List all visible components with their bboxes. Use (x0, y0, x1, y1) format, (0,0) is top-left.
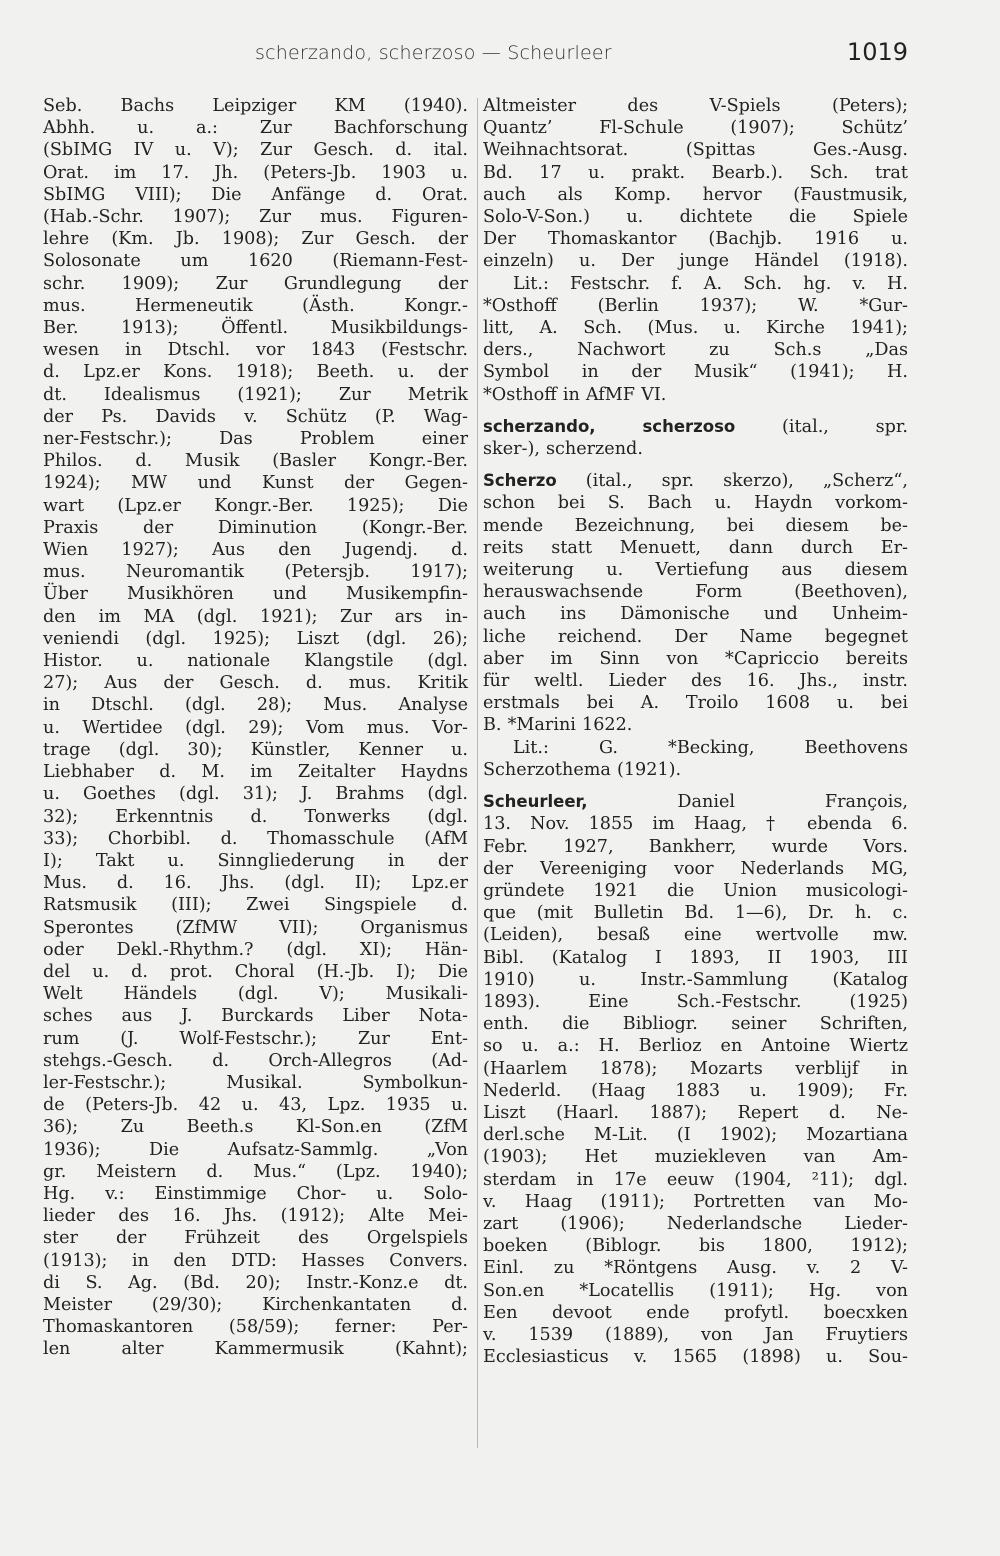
text-line: Praxis der Diminution (Kongr.-Ber. (43, 517, 468, 538)
text-line: Ratsmusik (III); Zwei Singspiele d. (43, 895, 468, 916)
text-line: Altmeister des V-Spiels (Peters); (483, 96, 908, 116)
text-line: Thomaskantoren (58/59); ferner: Per- (43, 1317, 468, 1338)
text-line: len alter Kammermusik (Kahnt); (43, 1339, 468, 1360)
text-line: Philos. d. Musik (Basler Kongr.-Ber. (43, 451, 468, 472)
text-line: zart (1906); Nederlandsche Lieder- (483, 1213, 908, 1234)
entry-gap (483, 460, 908, 470)
text-line: so u. a.: H. Berlioz en Antoine Wiertz (483, 1036, 908, 1057)
text-line: Bibl. (Katalog I 1893, II 1903, III (483, 947, 908, 968)
text-line: SbIMG VIII); Die Anfänge d. Orat. (43, 184, 468, 205)
text-line: (Leiden), besaß eine wertvolle mw. (483, 925, 908, 946)
text-line: stehgs.-Gesch. d. Orch-Allegros (Ad- (43, 1050, 468, 1071)
column-divider (477, 98, 478, 1448)
text-line: rum (J. Wolf-Festschr.); Zur Ent- (43, 1028, 468, 1049)
text-line: Lit.: G. *Becking, Beethovens (513, 737, 908, 758)
text-line: 13. Nov. 1855 im Haag, † ebenda 6. (483, 814, 908, 835)
text-line: lieder des 16. Jhs. (1912); Alte Mei- (43, 1206, 468, 1227)
text-line: 1924); MW und Kunst der Gegen- (43, 473, 468, 494)
text-line: Meister (29/30); Kirchenkantaten d. (43, 1294, 468, 1315)
text-line: Seb. Bachs Leipziger KM (1940). (43, 96, 468, 116)
text-line: 1936); Die Aufsatz-Sammlg. „Von (43, 1139, 468, 1160)
text-line: wesen in Dtschl. vor 1843 (Festschr. (43, 340, 468, 361)
text-line: Liszt (Haarl. 1887); Repert d. Ne- (483, 1102, 908, 1123)
text-line: Son.en *Locatellis (1911); Hg. von (483, 1280, 908, 1301)
text-line: v. 1539 (1889), von Jan Fruytiers (483, 1324, 908, 1345)
text-line: Ber. 1913); Öffentl. Musikbildungs- (43, 318, 468, 339)
page-number: 1019 (846, 38, 908, 66)
text-line: Mus. d. 16. Jhs. (dgl. II); Lpz.er (43, 873, 468, 894)
text-line: reits statt Menuett, dann durch Er- (483, 537, 908, 558)
text-line: di S. Ag. (Bd. 20); Instr.-Konz.e dt. (43, 1272, 468, 1293)
text-line: Sperontes (ZfMW VII); Organismus (43, 917, 468, 938)
text-line: für weltl. Lieder des 16. Jhs., instr. (483, 671, 908, 692)
entry-text: Daniel François, (587, 792, 908, 813)
text-line: erstmals bei A. Troilo 1608 u. bei (483, 693, 908, 714)
text-line: Quantz’ Fl-Schule (1907); Schütz’ (483, 118, 908, 139)
entry-headword: Scherzo (483, 471, 557, 491)
text-line: oder Dekl.-Rhythm.? (dgl. XI); Hän- (43, 939, 468, 960)
text-line: Symbol in der Musik“ (1941); H. (483, 362, 908, 383)
text-line: v. Haag (1911); Portretten van Mo- (483, 1191, 908, 1212)
text-line: u. Wertidee (dgl. 29); Vom mus. Vor- (43, 717, 468, 738)
right-column (483, 95, 908, 1368)
text-line: Einl. zu *Röntgens Ausg. v. 2 V- (483, 1258, 908, 1279)
text-line: sches aus J. Burckards Liber Nota- (43, 1006, 468, 1027)
entry-text: (ital., spr. skerzo), „Scherz“, (556, 471, 908, 492)
text-line: Abhh. u. a.: Zur Bachforschung (43, 118, 468, 139)
text-line: lehre (Km. Jb. 1908); Zur Gesch. der (43, 229, 468, 250)
entry-gap (483, 781, 908, 791)
text-line: liche reichend. Der Name begegnet (483, 626, 908, 647)
text-line: wart (Lpz.er Kongr.-Ber. 1925); Die (43, 495, 468, 516)
text-line: Scherzothema (1921). (483, 759, 682, 780)
text-line: 32); Erkenntnis d. Tonwerks (dgl. (43, 806, 468, 827)
text-line: B. *Marini 1622. (483, 715, 633, 736)
text-line: Ecclesiasticus v. 1565 (1898) u. Sou- (483, 1347, 908, 1368)
text-line: Weihnachtsorat. (Spittas Ges.-Ausg. (483, 140, 908, 161)
text-line: trage (dgl. 30); Künstler, Kenner u. (43, 739, 468, 760)
text-line: que (mit Bulletin Bd. 1—6), Dr. h. c. (483, 903, 908, 924)
entry-gap (483, 406, 908, 416)
text-line: Nederld. (Haag 1883 u. 1909); Fr. (483, 1080, 908, 1101)
text-line: enth. die Bibliogr. seiner Schriften, (483, 1014, 908, 1035)
text-line: Hg. v.: Einstimmige Chor- u. Solo- (43, 1183, 468, 1204)
text-line: Liebhaber d. M. im Zeitalter Haydns (43, 762, 468, 783)
text-line: den im MA (dgl. 1921); Zur ars in- (43, 606, 468, 627)
text-line: gr. Meistern d. Mus.“ (Lpz. 1940); (43, 1161, 468, 1182)
text-line: auch als Komp. hervor (Faustmusik, (483, 184, 908, 205)
entry-headword: Scheurleer, (483, 792, 588, 812)
text-line: litt, A. Sch. (Mus. u. Kirche 1941); (483, 318, 908, 339)
text-line: auch ins Dämonische und Unheim- (483, 604, 908, 625)
text-line: Über Musikhören und Musikempfin- (43, 584, 468, 605)
text-line: mus. Neuromantik (Petersjb. 1917); (43, 562, 468, 583)
text-line: d. Lpz.er Kons. 1918); Beeth. u. der (43, 362, 468, 383)
text-line: (1903); Het muziekleven van Am- (483, 1147, 908, 1168)
text-line: ler-Festschr.); Musikal. Symbolkun- (43, 1072, 468, 1093)
entry-text: (ital., spr. (735, 416, 908, 437)
entry-first-line (483, 416, 908, 438)
text-line: ner-Festschr.); Das Problem einer (43, 429, 468, 450)
text-line: boeken (Biblogr. bis 1800, 1912); (483, 1236, 908, 1257)
text-line: (Haarlem 1878); Mozarts verblijf in (483, 1058, 908, 1079)
text-line: mende Bezeichnung, bei diesem be- (483, 515, 908, 536)
text-line: mus. Hermeneutik (Ästh. Kongr.- (43, 295, 468, 316)
text-line: *Osthoff (Berlin 1937); W. *Gur- (483, 295, 908, 316)
text-line: Febr. 1927, Bankherr, wurde Vors. (483, 836, 908, 857)
page-header (0, 0, 1000, 90)
entry-first-line (483, 470, 908, 492)
text-line: Wien 1927); Aus den Jugendj. d. (43, 540, 468, 561)
text-line: (Hab.-Schr. 1907); Zur mus. Figuren- (43, 207, 468, 228)
text-line: del u. d. prot. Choral (H.-Jb. I); Die (43, 961, 468, 982)
text-line: Lit.: Festschr. f. A. Sch. hg. v. H. (513, 273, 908, 294)
text-line: einzeln) u. Der junge Händel (1918). (483, 251, 908, 272)
text-line: 36); Zu Beeth.s Kl-Son.en (ZfM (43, 1117, 468, 1138)
text-line: der Ps. Davids v. Schütz (P. Wag- (43, 406, 468, 427)
text-line: in Dtschl. (dgl. 28); Mus. Analyse (43, 695, 468, 716)
text-line: Een devoot ende profytl. boecxken (483, 1302, 908, 1323)
text-line: Histor. u. nationale Klangstile (dgl. (43, 651, 468, 672)
text-line: Solo-V-Son.) u. dichtete die Spiele (483, 207, 908, 228)
entry-first-line (483, 791, 908, 813)
text-line: dt. Idealismus (1921); Zur Metrik (43, 384, 468, 405)
text-line: 1910) u. Instr.-Sammlung (Katalog (483, 969, 908, 990)
text-line: weiterung u. Vertiefung aus diesem (483, 560, 908, 581)
text-line: *Osthoff in AfMF VI. (483, 384, 667, 405)
text-line: (1913); in den DTD: Hasses Convers. (43, 1250, 468, 1271)
entry-headword: scherzando, scherzoso (483, 416, 736, 436)
text-line: schr. 1909); Zur Grundlegung der (43, 273, 468, 294)
left-column (43, 95, 468, 1361)
text-line: Bd. 17 u. prakt. Bearb.). Sch. trat (483, 162, 908, 183)
text-line: de (Peters-Jb. 42 u. 43, Lpz. 1935 u. (43, 1095, 468, 1116)
text-line: sterdam in 17e eeuw (1904, ²11); dgl. (483, 1169, 908, 1190)
text-line: 1893). Eine Sch.-Festschr. (1925) (483, 991, 908, 1012)
text-line: aber im Sinn von *Capriccio bereits (483, 648, 908, 669)
text-line: ster der Frühzeit des Orgelspiels (43, 1228, 468, 1249)
text-line: veniendi (dgl. 1925); Liszt (dgl. 26); (43, 628, 468, 649)
text-line: (SbIMG IV u. V); Zur Gesch. d. ital. (43, 140, 468, 161)
text-line: sker-), scherzend. (483, 439, 643, 460)
text-line: 27); Aus der Gesch. d. mus. Kritik (43, 673, 468, 694)
text-line: herauswachsende Form (Beethoven), (483, 582, 908, 603)
text-line: Der Thomaskantor (Bachjb. 1916 u. (483, 229, 908, 250)
text-line: gründete 1921 die Union musicologi- (483, 880, 908, 901)
text-line: Solosonate um 1620 (Riemann-Fest- (43, 251, 468, 272)
text-line: schon bei S. Bach u. Haydn vorkom- (483, 493, 908, 514)
text-line: der Vereeniging voor Nederlands MG, (483, 858, 908, 879)
text-line: ders., Nachwort zu Sch.s „Das (483, 340, 908, 361)
text-line: derl.sche M-Lit. (I 1902); Mozartiana (483, 1125, 908, 1146)
text-line: 33); Chorbibl. d. Thomasschule (AfM (43, 828, 468, 849)
running-head: scherzando, scherzoso — Scheurleer (255, 42, 612, 64)
text-line: Orat. im 17. Jh. (Peters-Jb. 1903 u. (43, 162, 468, 183)
text-line: u. Goethes (dgl. 31); J. Brahms (dgl. (43, 784, 468, 805)
text-line: I); Takt u. Sinngliederung in der (43, 850, 468, 871)
text-line: Welt Händels (dgl. V); Musikali- (43, 984, 468, 1005)
